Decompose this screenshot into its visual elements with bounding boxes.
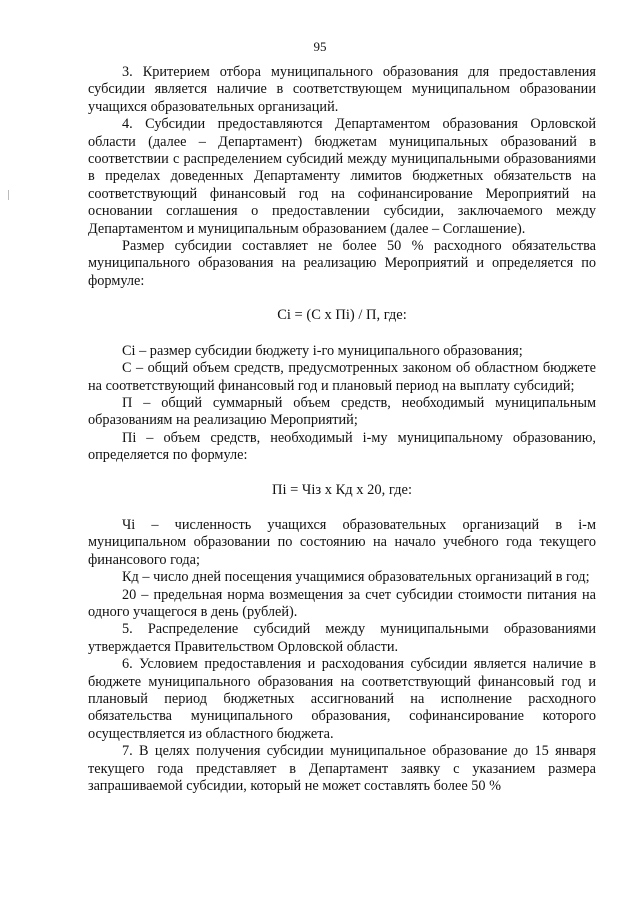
document-body <box>88 64 596 795</box>
definition-pi: Пi – объем средств, необходимый i-му муниципальному образованию, определяется по формуле: <box>88 429 596 464</box>
definition-c: С – общий объем средств, предусмотренных законом об областном бюджете на соответствующий финансовый год и плановый период на выплату субсидий; <box>88 360 596 394</box>
page-number: 95 <box>313 39 327 54</box>
margin-mark <box>8 190 9 200</box>
formula-ci: Сi = (С х Пi) / П, где: <box>277 307 407 324</box>
definition-20: 20 – предельная норма возмещения за счет субсидии стоимости питания на одного учащегося в день (рублей). <box>88 586 596 620</box>
definition-kd: Кд – число дней посещения учащимися образовательных организаций в год; <box>122 569 590 586</box>
paragraph-subsidy-size: Размер субсидии составляет не более 50 % расходного обязательства муниципального образования на реализацию Мероприятий и определяется по формуле: <box>88 238 596 289</box>
definition-p: П – общий суммарный объем средств, необходимый муниципальным образованиям на реализацию Мероприятий; <box>88 394 596 429</box>
definition-ci: Сi – размер субсидии бюджету i-го муниципального образования; <box>122 342 523 359</box>
definition-chi: Чi – численность учащихся образовательных организаций в i-м муниципальном образовании по состоянию на начало учебного года текущего финансового года; <box>88 516 596 568</box>
formula-pi: Пi = Чiз х Кд х 20, где: <box>272 481 412 498</box>
paragraph-3: 3. Критерием отбора муниципального образования для предоставления субсидии является наличие в соответствующем муниципальном образовании учащихся образовательных организаций. <box>88 64 596 115</box>
paragraph-4: 4. Субсидии предоставляются Департаментом образования Орловской области (далее – Департамент) бюджетам муниципальных образований в соответствии с распределением субсидий между муниципальными образованиями в пределах доведенных Департаменту лимитов бюджетных обязательств на соответствующий финансовый год на софинансирование Мероприятий на основании соглашения о предоставлении субсидии, заключаемого между Департаментом и муниципальным образованием (далее – Соглашение). <box>88 116 596 237</box>
paragraph-5: 5. Распределение субсидий между муниципальными образованиями утверждается Правительством Орловской области. <box>88 621 596 655</box>
paragraph-7: 7. В целях получения субсидии муниципальное образование до 15 января текущего года представляет в Департамент заявку с указанием размера запрашиваемой субсидии, который не может составлять более 50 % <box>88 743 596 795</box>
paragraph-6: 6. Условием предоставления и расходования субсидии является наличие в бюджете муниципального образования на соответствующий финансовый год и плановый период бюджетных ассигнований на исполнение расходного обязательства муниципального образования, софинансирование которого осуществляется из областного бюджета. <box>88 656 596 742</box>
